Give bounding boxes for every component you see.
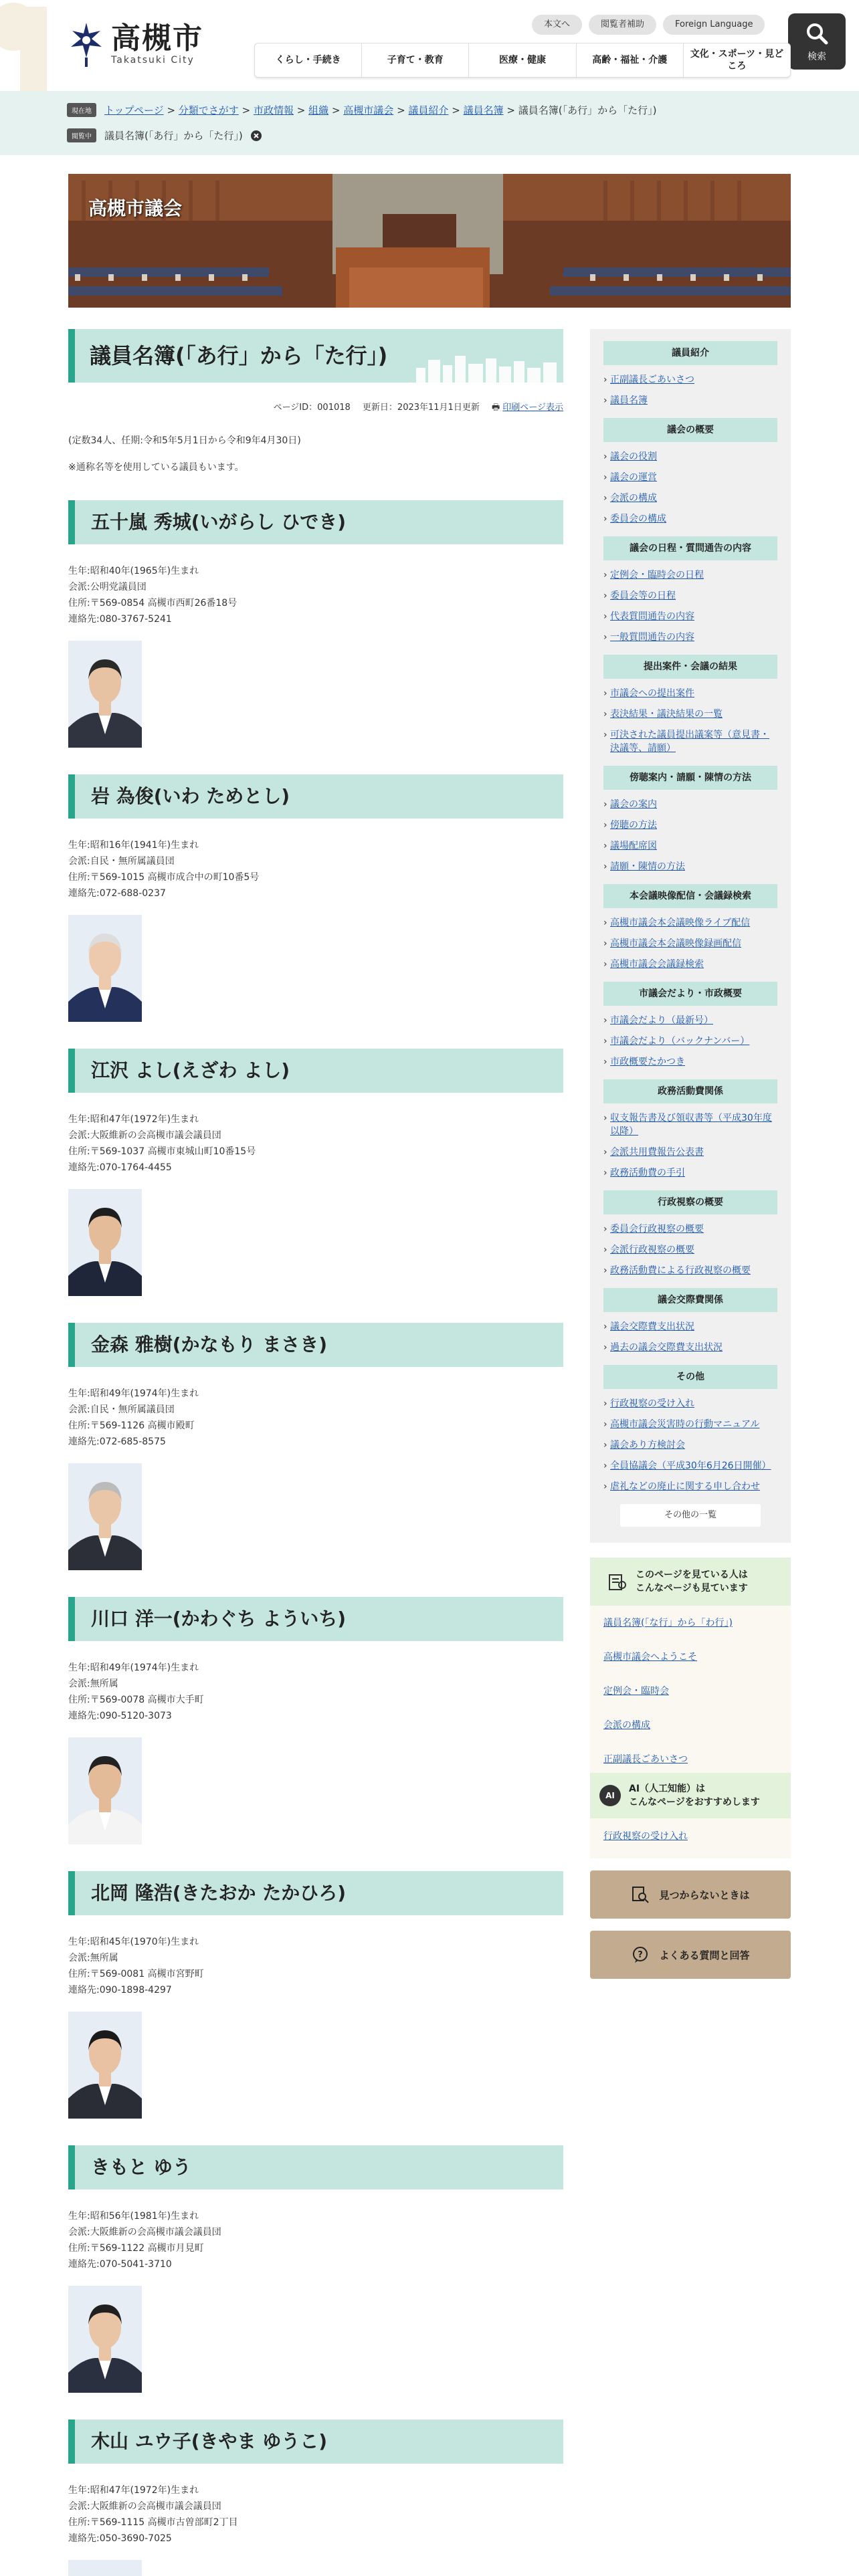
nav-health[interactable]: 医療・健康 bbox=[469, 43, 576, 77]
sidebar-link-list bbox=[603, 1320, 777, 1354]
member-photo bbox=[68, 1189, 142, 1296]
svg-text:?: ? bbox=[638, 1950, 644, 1960]
member-photo bbox=[68, 1463, 142, 1570]
sidebar-link[interactable]: › 正副議長ごあいさつ bbox=[603, 373, 777, 387]
member-contact: 連絡先:072-688-0237 bbox=[68, 888, 166, 899]
member-address: 住所:〒569-1126 高槻市殿町 bbox=[68, 1420, 195, 1431]
cityscape-icon bbox=[413, 352, 561, 383]
member-card bbox=[68, 774, 563, 1022]
viewing-history bbox=[67, 128, 262, 142]
member-address: 住所:〒569-1037 高槻市東城山町10番15号 bbox=[68, 1146, 256, 1157]
breadcrumb-sep: > bbox=[452, 104, 460, 116]
sidebar-link-list bbox=[603, 450, 777, 526]
member-born: 生年:昭和56年(1981年)生まれ bbox=[68, 2211, 199, 2222]
member-born: 生年:昭和47年(1972年)生まれ bbox=[68, 2485, 199, 2496]
related-link[interactable]: 会派の構成 bbox=[603, 1720, 650, 1731]
portrait-image bbox=[68, 2560, 142, 2576]
member-card bbox=[68, 1871, 563, 2119]
member-info bbox=[68, 2208, 563, 2272]
breadcrumb-sep: > bbox=[167, 104, 176, 116]
printer-icon: 🖶 bbox=[491, 403, 500, 413]
member-born: 生年:昭和45年(1970年)生まれ bbox=[68, 1937, 199, 1947]
sidebar-link[interactable]: › 一般質問通告の内容 bbox=[603, 631, 777, 644]
member-name: 江沢 よし(えざわ よし) bbox=[68, 1049, 563, 1093]
member-card bbox=[68, 1597, 563, 1844]
main-content bbox=[68, 329, 563, 2576]
related-header bbox=[590, 1558, 791, 1606]
breadcrumb-link-top[interactable]: トップページ bbox=[104, 104, 164, 116]
portrait-image bbox=[68, 1463, 142, 1570]
logo-subtitle: Takatsuki City bbox=[111, 55, 195, 66]
breadcrumb-tag: 現在地 bbox=[67, 103, 96, 117]
sidebar-link[interactable]: › 市政概要たかつき bbox=[603, 1055, 777, 1069]
nav-living[interactable]: くらし・手続き bbox=[255, 43, 362, 77]
related-link[interactable]: 定例会・臨時会 bbox=[603, 1686, 669, 1697]
sidebar-link-list bbox=[603, 1397, 777, 1493]
sidebar-link-list bbox=[603, 687, 777, 755]
sidebar-link-list bbox=[603, 1111, 777, 1180]
member-photo bbox=[68, 2012, 142, 2119]
page-meta bbox=[68, 400, 563, 416]
breadcrumb-link-council[interactable]: 高槻市議会 bbox=[343, 104, 394, 116]
search-icon bbox=[805, 21, 829, 45]
sidebar-section-heading: 議員紹介 bbox=[603, 341, 777, 365]
sidebar-link[interactable]: › 虐礼などの廃止に関する申し合わせ bbox=[603, 1480, 777, 1493]
ai-list bbox=[590, 1818, 791, 1858]
member-photo bbox=[68, 1737, 142, 1844]
global-nav bbox=[254, 43, 791, 78]
logo-title: 高槻市 bbox=[111, 21, 203, 56]
related-list bbox=[590, 1606, 791, 1773]
portrait-image bbox=[68, 641, 142, 748]
sidebar-link[interactable]: › 政務活動費による行政視察の概要 bbox=[603, 1264, 777, 1277]
ai-icon: AI bbox=[599, 1785, 621, 1806]
alias-note: ※通称名等を使用している議員もいます。 bbox=[68, 462, 244, 473]
sidebar-link[interactable]: › 高槻市議会災害時の行動マニュアル bbox=[603, 1418, 777, 1431]
breadcrumb-link-org[interactable]: 組織 bbox=[308, 104, 329, 116]
member-group: 会派:大阪維新の会高槻市議会議員団 bbox=[68, 2501, 221, 2512]
header-decoration bbox=[0, 0, 67, 91]
nav-welfare[interactable]: 高齢・福祉・介護 bbox=[577, 43, 684, 77]
council-banner bbox=[68, 174, 791, 308]
search-button[interactable] bbox=[788, 13, 846, 70]
sidebar-link[interactable]: › 議会の役割 bbox=[603, 450, 777, 463]
member-contact: 連絡先:072‐685‐8575 bbox=[68, 1436, 166, 1447]
sidebar-link[interactable]: › 表決結果・議決結果の一覧 bbox=[603, 708, 777, 721]
member-info bbox=[68, 1111, 563, 1176]
member-photo bbox=[68, 641, 142, 748]
sidebar-link[interactable]: › 代表質問通告の内容 bbox=[603, 610, 777, 623]
sidebar-link[interactable]: › 高槻市議会会議録検索 bbox=[603, 958, 777, 971]
portrait-image bbox=[68, 1737, 142, 1844]
search-label: 検索 bbox=[807, 51, 826, 62]
sidebar-link[interactable]: › 収支報告書及び領収書等（平成30年度以降） bbox=[603, 1111, 777, 1138]
sidebar-section-heading: 本会議映像配信・会議録検索 bbox=[603, 884, 777, 908]
related-link[interactable]: 正副議長ごあいさつ bbox=[603, 1754, 688, 1765]
ai-link[interactable]: 行政視察の受け入れ bbox=[603, 1831, 688, 1842]
sidebar-link[interactable]: › 請願・陳情の方法 bbox=[603, 860, 777, 873]
member-card bbox=[68, 500, 563, 748]
member-address: 住所:〒569-0854 高槻市西町26番18号 bbox=[68, 598, 237, 609]
page-id: ページID：001018 bbox=[273, 403, 351, 413]
sidebar-link[interactable]: › 高槻市議会本会議映像録画配信 bbox=[603, 937, 777, 950]
sidebar-link[interactable]: › 政務活動費の手引 bbox=[603, 1166, 777, 1180]
member-card bbox=[68, 1323, 563, 1570]
sidebar-section-heading: 提出案件・会議の結果 bbox=[603, 655, 777, 679]
portrait-image bbox=[68, 2286, 142, 2393]
member-contact: 連絡先:070-1764-4455 bbox=[68, 1162, 172, 1173]
member-group: 会派:自民・無所属議員団 bbox=[68, 1404, 175, 1415]
sidebar-section-heading: 議会交際費関係 bbox=[603, 1288, 777, 1312]
related-link[interactable]: 高槻市議会へようこそ bbox=[603, 1652, 697, 1662]
print-link[interactable]: 印刷ページ表示 bbox=[502, 403, 563, 413]
sidebar-link[interactable]: › 議会の案内 bbox=[603, 798, 777, 811]
sidebar-section-heading: 傍聴案内・請願・陳情の方法 bbox=[603, 766, 777, 790]
sidebar-more-button[interactable]: その他の一覧 bbox=[620, 1504, 761, 1527]
breadcrumb-link-members[interactable]: 議員紹介 bbox=[408, 104, 449, 116]
question-bubble-icon bbox=[631, 1945, 650, 1964]
member-group: 会派:大阪維新の会高槻市議会議員団 bbox=[68, 1130, 221, 1141]
member-address: 住所:〒569-1015 高槻市成合中の町10番5号 bbox=[68, 872, 260, 883]
sidebar-link[interactable]: › 傍聴の方法 bbox=[603, 819, 777, 832]
sidebar-link[interactable]: › 会派行政視察の概要 bbox=[603, 1243, 777, 1257]
sidebar-section-heading: 行政視察の概要 bbox=[603, 1190, 777, 1214]
member-contact: 連絡先:070-5041-3710 bbox=[68, 2259, 172, 2270]
member-born: 生年:昭和49年(1974年)生まれ bbox=[68, 1388, 199, 1399]
viewing-item[interactable]: 議員名簿(「あ行」から「た行」) bbox=[104, 130, 243, 142]
sidebar-link-list bbox=[603, 1014, 777, 1069]
viewing-tag: 閲覧中 bbox=[67, 128, 96, 142]
member-born: 生年:昭和40年(1965年)生まれ bbox=[68, 566, 199, 576]
sidebar-link[interactable]: › 行政視察の受け入れ bbox=[603, 1397, 777, 1410]
sidebar-link-list bbox=[603, 798, 777, 873]
member-info bbox=[68, 2482, 563, 2547]
foreign-language-button[interactable]: Foreign Language bbox=[663, 15, 765, 35]
sidebar-link[interactable]: › 議場配席図 bbox=[603, 839, 777, 853]
site-header bbox=[0, 0, 859, 91]
member-address: 住所:〒569-1122 高槻市月見町 bbox=[68, 2243, 204, 2254]
breadcrumb-link-govinfo[interactable]: 市政情報 bbox=[253, 104, 294, 116]
sidebar-link[interactable]: › 市議会だより（バックナンバー） bbox=[603, 1035, 777, 1048]
portrait-image bbox=[68, 915, 142, 1022]
sidebar-link[interactable]: › 可決された議員提出議案等（意見書・決議等、請願） bbox=[603, 728, 777, 755]
sidebar bbox=[590, 329, 791, 1979]
member-card bbox=[68, 1049, 563, 1296]
member-name: 金森 雅樹(かなもり まさき) bbox=[68, 1323, 563, 1367]
member-group: 会派:自民・無所属議員団 bbox=[68, 856, 175, 867]
related-pages-icon bbox=[607, 1572, 628, 1592]
related-title: このページを見ている人は こんなページも見ています bbox=[636, 1570, 748, 1594]
member-name: 北岡 隆浩(きたおか たかひろ) bbox=[68, 1871, 563, 1915]
sidebar-link[interactable]: › 全員協議会（平成30年6月26日開催） bbox=[603, 1459, 777, 1473]
member-info bbox=[68, 1934, 563, 1998]
member-address: 住所:〒569-0081 高槻市宮野町 bbox=[68, 1969, 204, 1979]
related-link[interactable]: 議員名簿(「な行」から「わ行」) bbox=[603, 1618, 733, 1628]
sidebar-section-heading: 議会の概要 bbox=[603, 418, 777, 442]
member-born: 生年:昭和47年(1972年)生まれ bbox=[68, 1114, 199, 1125]
sidebar-link[interactable]: › 市議会への提出案件 bbox=[603, 687, 777, 700]
faq-button[interactable] bbox=[590, 1931, 791, 1979]
member-name: きもと ゆう bbox=[68, 2145, 563, 2189]
term-note: (定数34人、任期:令和5年5月1日から令和9年4月30日) bbox=[68, 435, 301, 446]
breadcrumb-sep: > bbox=[331, 104, 341, 116]
breadcrumb-link-roster[interactable]: 議員名簿 bbox=[463, 104, 504, 116]
portrait-image bbox=[68, 2012, 142, 2119]
breadcrumb-sep: > bbox=[296, 104, 306, 116]
sidebar-link[interactable]: › 市議会だより（最新号） bbox=[603, 1014, 777, 1027]
member-name: 五十嵐 秀城(いがらし ひでき) bbox=[68, 500, 563, 544]
member-name: 木山 ユウ子(きやま ゆうこ) bbox=[68, 2420, 563, 2464]
ai-title: AI（人工知能）は こんなページをおすすめします bbox=[629, 1784, 760, 1808]
member-photo bbox=[68, 915, 142, 1022]
member-info bbox=[68, 1660, 563, 1724]
search-doc-icon bbox=[631, 1885, 650, 1904]
member-info bbox=[68, 1386, 563, 1450]
sidebar-link[interactable]: › 議員名簿 bbox=[603, 394, 777, 407]
sidebar-link[interactable]: › 議会の運営 bbox=[603, 471, 777, 484]
accessibility-button[interactable]: 閲覧者補助 bbox=[589, 15, 656, 35]
breadcrumb-sep: > bbox=[506, 104, 515, 116]
not-found-label: 見つからないときは bbox=[659, 1889, 750, 1901]
sidebar-section-heading: 市議会だより・市政概要 bbox=[603, 982, 777, 1006]
sidebar-link-list bbox=[603, 1222, 777, 1277]
breadcrumb bbox=[67, 103, 656, 117]
sidebar-section-heading: 議会の日程・質問通告の内容 bbox=[603, 536, 777, 560]
breadcrumb-current: 議員名簿(「あ行」から「た行」) bbox=[518, 104, 657, 116]
member-info bbox=[68, 563, 563, 627]
sidebar-link[interactable]: › 委員会等の日程 bbox=[603, 589, 777, 603]
nav-culture[interactable]: 文化・スポーツ・見どころ bbox=[690, 49, 784, 72]
member-group: 会派:大阪維新の会高槻市議会議員団 bbox=[68, 2227, 221, 2238]
member-name: 川口 洋一(かわぐち よういち) bbox=[68, 1597, 563, 1641]
sidebar-link-list bbox=[603, 373, 777, 407]
nav-childcare[interactable]: 子育て・教育 bbox=[362, 43, 469, 77]
sidebar-menu bbox=[590, 329, 791, 1543]
banner-title: 高槻市議会 bbox=[88, 197, 183, 219]
updated-date: 更新日：2023年11月1日更新 bbox=[362, 403, 480, 413]
sidebar-link[interactable]: › 高槻市議会本会議映像ライブ配信 bbox=[603, 916, 777, 930]
faq-label: よくある質問と回答 bbox=[659, 1949, 750, 1961]
member-group: 会派:無所属 bbox=[68, 1679, 118, 1689]
not-found-button[interactable] bbox=[590, 1870, 791, 1919]
sidebar-link[interactable]: › 議会あり方検討会 bbox=[603, 1438, 777, 1452]
ai-recommend-header bbox=[590, 1773, 791, 1818]
member-group: 会派:公明党議員団 bbox=[68, 582, 147, 593]
breadcrumb-area bbox=[0, 91, 859, 155]
sidebar-section-heading: その他 bbox=[603, 1365, 777, 1389]
member-group: 会派:無所属 bbox=[68, 1953, 118, 1963]
breadcrumb-sep: > bbox=[242, 104, 251, 116]
sidebar-link[interactable]: › 委員会行政視察の概要 bbox=[603, 1222, 777, 1236]
member-photo bbox=[68, 2286, 142, 2393]
member-address: 住所:〒569-0078 高槻市大手町 bbox=[68, 1695, 204, 1705]
page-title-text: 議員名簿(「あ行」から「た行」) bbox=[90, 343, 388, 368]
member-list bbox=[68, 500, 563, 2576]
sidebar-link[interactable]: › 会派の構成 bbox=[603, 492, 777, 505]
related-pages bbox=[590, 1558, 791, 1858]
member-contact: 連絡先:080-3767-5241 bbox=[68, 614, 172, 625]
member-contact: 連絡先:090-5120-3073 bbox=[68, 1711, 172, 1721]
utility-links bbox=[532, 15, 765, 35]
sidebar-link-list bbox=[603, 916, 777, 971]
sidebar-section-heading: 政務活動費関係 bbox=[603, 1079, 777, 1103]
portrait-image bbox=[68, 1189, 142, 1296]
skip-to-content-button[interactable]: 本文へ bbox=[532, 15, 582, 35]
close-icon[interactable] bbox=[251, 130, 262, 141]
sidebar-link[interactable]: › 定例会・臨時会の日程 bbox=[603, 568, 777, 582]
member-born: 生年:昭和16年(1941年)生まれ bbox=[68, 840, 199, 851]
sidebar-link[interactable]: › 会派共用費報告公表書 bbox=[603, 1146, 777, 1159]
member-photo bbox=[68, 2560, 142, 2576]
member-card bbox=[68, 2145, 563, 2393]
sidebar-link[interactable]: › 委員会の構成 bbox=[603, 512, 777, 526]
member-born: 生年:昭和49年(1974年)生まれ bbox=[68, 1662, 199, 1673]
sidebar-link[interactable]: › 議会交際費支出状況 bbox=[603, 1320, 777, 1333]
member-card bbox=[68, 2420, 563, 2576]
breadcrumb-sep: > bbox=[397, 104, 405, 116]
sidebar-link[interactable]: › 過去の議会交際費支出状況 bbox=[603, 1341, 777, 1354]
page-title bbox=[68, 329, 563, 383]
sidebar-link-list bbox=[603, 568, 777, 644]
member-address: 住所:〒569-1115 高槻市古曽部町2丁目 bbox=[68, 2517, 238, 2528]
member-name: 岩 為俊(いわ ためとし) bbox=[68, 774, 563, 819]
member-info bbox=[68, 837, 563, 901]
member-contact: 連絡先:050-3690-7025 bbox=[68, 2533, 172, 2544]
member-contact: 連絡先:090-1898-4297 bbox=[68, 1985, 172, 1996]
site-logo[interactable] bbox=[67, 20, 203, 68]
city-emblem-icon bbox=[67, 20, 106, 68]
breadcrumb-link-category[interactable]: 分類でさがす bbox=[178, 104, 239, 116]
